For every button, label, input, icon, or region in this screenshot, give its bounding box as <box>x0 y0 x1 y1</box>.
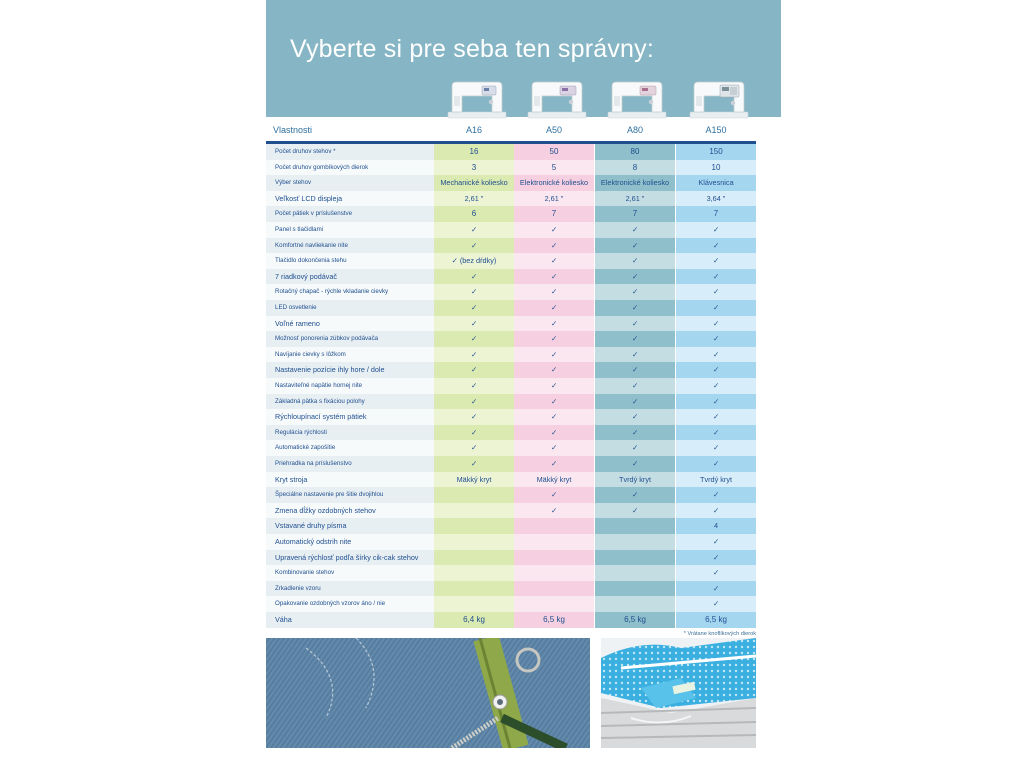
cell-a80: 8 <box>595 160 675 176</box>
cell-a16: ✓ <box>434 362 514 378</box>
cell-a50: ✓ <box>514 269 594 285</box>
row-label: Opakovanie ozdobných vzorov áno / nie <box>266 596 434 612</box>
cell-a50: ✓ <box>514 300 594 316</box>
cell-a150: ✓ <box>676 378 756 394</box>
cell-a50: ✓ <box>514 440 594 456</box>
table-row <box>266 331 756 347</box>
cell-a16 <box>434 565 514 581</box>
cell-a150: Tvrdý kryt <box>676 472 756 488</box>
cell-a150: ✓ <box>676 440 756 456</box>
cell-a50 <box>514 565 594 581</box>
cell-a16: ✓ <box>434 347 514 363</box>
cell-a150: ✓ <box>676 222 756 238</box>
cell-a80: ✓ <box>595 409 675 425</box>
cell-a150: ✓ <box>676 394 756 410</box>
brochure-page <box>266 0 781 768</box>
cell-a50: 5 <box>514 160 594 176</box>
cell-a150: 150 <box>676 144 756 160</box>
table-row <box>266 425 756 441</box>
sewing-machine-icon <box>524 76 590 120</box>
table-row <box>266 394 756 410</box>
row-label: Výber stehov <box>266 175 434 191</box>
cell-a80: ✓ <box>595 487 675 503</box>
cell-a80 <box>595 596 675 612</box>
cell-a80: Elektronické koliesko <box>595 175 675 191</box>
cell-a16: ✓ <box>434 284 514 300</box>
sewing-machine-icon <box>604 76 670 120</box>
cell-a50: ✓ <box>514 238 594 254</box>
table-row <box>266 612 756 628</box>
table-row <box>266 503 756 519</box>
cell-a150: ✓ <box>676 253 756 269</box>
table-row <box>266 222 756 238</box>
cell-a150: ✓ <box>676 487 756 503</box>
cell-a16 <box>434 596 514 612</box>
row-label: Možnosť ponorenia zúbkov podávača <box>266 331 434 347</box>
cell-a150: ✓ <box>676 550 756 566</box>
cell-a150: ✓ <box>676 581 756 597</box>
table-row <box>266 596 756 612</box>
sewing-machine-icon <box>444 76 510 120</box>
cell-a16: 3 <box>434 160 514 176</box>
row-label: Vstavané druhy písma <box>266 518 434 534</box>
row-label: Rotačný chapač - rýchle vkladanie cievky <box>266 284 434 300</box>
cell-a50 <box>514 596 594 612</box>
row-label: Upravená rýchlosť podľa šírky cik-cak stehov <box>266 550 434 566</box>
cell-a80: ✓ <box>595 269 675 285</box>
cell-a80 <box>595 518 675 534</box>
cell-a50 <box>514 534 594 550</box>
footnote: * Vrátane knoflíkových dierok <box>683 631 756 637</box>
cell-a16: ✓ <box>434 269 514 285</box>
table-row <box>266 269 756 285</box>
column-header-a50: A50 <box>545 125 562 135</box>
cell-a16: ✓ <box>434 316 514 332</box>
cell-a150: ✓ <box>676 316 756 332</box>
cell-a50 <box>514 581 594 597</box>
cell-a80: ✓ <box>595 331 675 347</box>
row-label: Počet druhov stehov * <box>266 144 434 160</box>
cell-a80: ✓ <box>595 362 675 378</box>
cell-a50: ✓ <box>514 331 594 347</box>
row-label: Nastaviteľné napätie hornej nite <box>266 378 434 394</box>
row-label: Tlačidlo dokončenia stehu <box>266 253 434 269</box>
row-label: 7 riadkový podávač <box>266 269 434 285</box>
table-row <box>266 487 756 503</box>
row-label: Kombinovanie stehov <box>266 565 434 581</box>
cell-a150: ✓ <box>676 503 756 519</box>
cell-a80: ✓ <box>595 284 675 300</box>
cell-a80 <box>595 565 675 581</box>
cell-a80: 6,5 kg <box>595 612 675 628</box>
row-label: Panel s tlačidlami <box>266 222 434 238</box>
table-row <box>266 160 756 176</box>
row-label: Počet druhov gombíkových dierok <box>266 160 434 176</box>
row-label: Základná pätka s fixáciou polohy <box>266 394 434 410</box>
cell-a80: ✓ <box>595 222 675 238</box>
jeans-pocket-photo <box>266 638 590 748</box>
quilted-basket-photo <box>601 638 756 748</box>
table-row <box>266 534 756 550</box>
cell-a16: ✓ <box>434 238 514 254</box>
cell-a50: ✓ <box>514 456 594 472</box>
cell-a16: 6,4 kg <box>434 612 514 628</box>
cell-a150: ✓ <box>676 596 756 612</box>
row-label: Regulácia rýchlosti <box>266 425 434 441</box>
table-row <box>266 581 756 597</box>
cell-a16: 6 <box>434 206 514 222</box>
table-row <box>266 472 756 488</box>
table-row <box>266 378 756 394</box>
cell-a16: ✓ <box>434 409 514 425</box>
cell-a150: ✓ <box>676 534 756 550</box>
cell-a80: ✓ <box>595 503 675 519</box>
table-row <box>266 206 756 222</box>
cell-a150: ✓ <box>676 238 756 254</box>
cell-a80: ✓ <box>595 378 675 394</box>
column-header-a80: A80 <box>626 125 643 135</box>
cell-a16 <box>434 550 514 566</box>
cell-a150: 3,64 " <box>676 191 756 207</box>
row-label: Špeciálne nastavenie pre šitie dvojihlou <box>266 487 434 503</box>
row-label: Váha <box>266 612 434 628</box>
cell-a16: ✓ <box>434 222 514 238</box>
cell-a50: ✓ <box>514 409 594 425</box>
cell-a150: 7 <box>676 206 756 222</box>
cell-a150: 6,5 kg <box>676 612 756 628</box>
cell-a80 <box>595 581 675 597</box>
row-label: Zmena dĺžky ozdobných stehov <box>266 503 434 519</box>
cell-a50: ✓ <box>514 316 594 332</box>
cell-a50 <box>514 550 594 566</box>
cell-a50: ✓ <box>514 284 594 300</box>
table-row <box>266 144 756 160</box>
cell-a150: ✓ <box>676 409 756 425</box>
table-header <box>266 122 756 140</box>
cell-a80: ✓ <box>595 316 675 332</box>
table-row <box>266 409 756 425</box>
cell-a150: ✓ <box>676 347 756 363</box>
column-header-a16: A16 <box>465 125 482 135</box>
sewing-machine-icon <box>686 76 752 120</box>
table-row <box>266 300 756 316</box>
cell-a50: 2,61 " <box>514 191 594 207</box>
cell-a50: 6,5 kg <box>514 612 594 628</box>
cell-a150: ✓ <box>676 300 756 316</box>
cell-a150: ✓ <box>676 456 756 472</box>
table-row <box>266 550 756 566</box>
row-label: Počet pätiek v príslušenstve <box>266 206 434 222</box>
cell-a150: ✓ <box>676 331 756 347</box>
row-label: Priehradka na príslušenstvo <box>266 456 434 472</box>
cell-a80 <box>595 534 675 550</box>
cell-a80: 80 <box>595 144 675 160</box>
cell-a80: ✓ <box>595 425 675 441</box>
cell-a50: ✓ <box>514 378 594 394</box>
cell-a50: ✓ <box>514 222 594 238</box>
row-label: Rýchloupínací systém pätiek <box>266 409 434 425</box>
cell-a80: ✓ <box>595 440 675 456</box>
cell-a50: Mäkký kryt <box>514 472 594 488</box>
cell-a150: ✓ <box>676 284 756 300</box>
cell-a80: 7 <box>595 206 675 222</box>
cell-a16 <box>434 503 514 519</box>
table-row <box>266 347 756 363</box>
cell-a16: Mäkký kryt <box>434 472 514 488</box>
cell-a16: ✓ <box>434 394 514 410</box>
row-label: Nastavenie pozície ihly hore / dole <box>266 362 434 378</box>
row-label: Automatický odstrih nite <box>266 534 434 550</box>
cell-a50: 7 <box>514 206 594 222</box>
cell-a16: ✓ (bez dŕdky) <box>434 253 514 269</box>
row-label: Veľkosť LCD displeja <box>266 191 434 207</box>
table-row <box>266 284 756 300</box>
cell-a50: ✓ <box>514 253 594 269</box>
cell-a150: ✓ <box>676 269 756 285</box>
cell-a150: Klávesnica <box>676 175 756 191</box>
table-row <box>266 362 756 378</box>
cell-a50: ✓ <box>514 394 594 410</box>
cell-a16 <box>434 534 514 550</box>
row-label: Automatické zapošitie <box>266 440 434 456</box>
cell-a16: Mechanické koliesko <box>434 175 514 191</box>
cell-a80: 2,61 " <box>595 191 675 207</box>
label-column-header: Vlastnosti <box>273 125 313 135</box>
cell-a50: ✓ <box>514 487 594 503</box>
cell-a80: ✓ <box>595 394 675 410</box>
cell-a16 <box>434 581 514 597</box>
table-row <box>266 238 756 254</box>
row-label: LED osvetlenie <box>266 300 434 316</box>
cell-a50: ✓ <box>514 347 594 363</box>
table-row <box>266 191 756 207</box>
cell-a80: ✓ <box>595 253 675 269</box>
cell-a150: 10 <box>676 160 756 176</box>
table-row <box>266 316 756 332</box>
page-title: Vyberte si pre seba ten správny: <box>290 35 654 63</box>
cell-a50: Elektronické koliesko <box>514 175 594 191</box>
cell-a16 <box>434 487 514 503</box>
table-row <box>266 253 756 269</box>
row-label: Navíjanie cievky s lôžkom <box>266 347 434 363</box>
cell-a80 <box>595 550 675 566</box>
column-header-a150: A150 <box>705 125 727 135</box>
row-label: Zrkadlenie vzoru <box>266 581 434 597</box>
cell-a80: ✓ <box>595 456 675 472</box>
cell-a50: ✓ <box>514 503 594 519</box>
cell-a80: ✓ <box>595 347 675 363</box>
table-row <box>266 518 756 534</box>
table-row <box>266 456 756 472</box>
cell-a16 <box>434 518 514 534</box>
cell-a80: ✓ <box>595 238 675 254</box>
cell-a16: ✓ <box>434 456 514 472</box>
cell-a16: ✓ <box>434 378 514 394</box>
cell-a50: 50 <box>514 144 594 160</box>
cell-a150: ✓ <box>676 565 756 581</box>
row-label: Kryt stroja <box>266 472 434 488</box>
cell-a16: 2,61 " <box>434 191 514 207</box>
cell-a16: 16 <box>434 144 514 160</box>
cell-a16: ✓ <box>434 300 514 316</box>
table-row <box>266 440 756 456</box>
cell-a150: 4 <box>676 518 756 534</box>
cell-a150: ✓ <box>676 425 756 441</box>
cell-a16: ✓ <box>434 425 514 441</box>
table-row <box>266 565 756 581</box>
table-row <box>266 175 756 191</box>
cell-a16: ✓ <box>434 331 514 347</box>
cell-a50 <box>514 518 594 534</box>
row-label: Voľné rameno <box>266 316 434 332</box>
row-label: Komfortné navliekanie nite <box>266 238 434 254</box>
cell-a50: ✓ <box>514 362 594 378</box>
cell-a150: ✓ <box>676 362 756 378</box>
cell-a50: ✓ <box>514 425 594 441</box>
cell-a80: ✓ <box>595 300 675 316</box>
cell-a16: ✓ <box>434 440 514 456</box>
cell-a80: Tvrdý kryt <box>595 472 675 488</box>
